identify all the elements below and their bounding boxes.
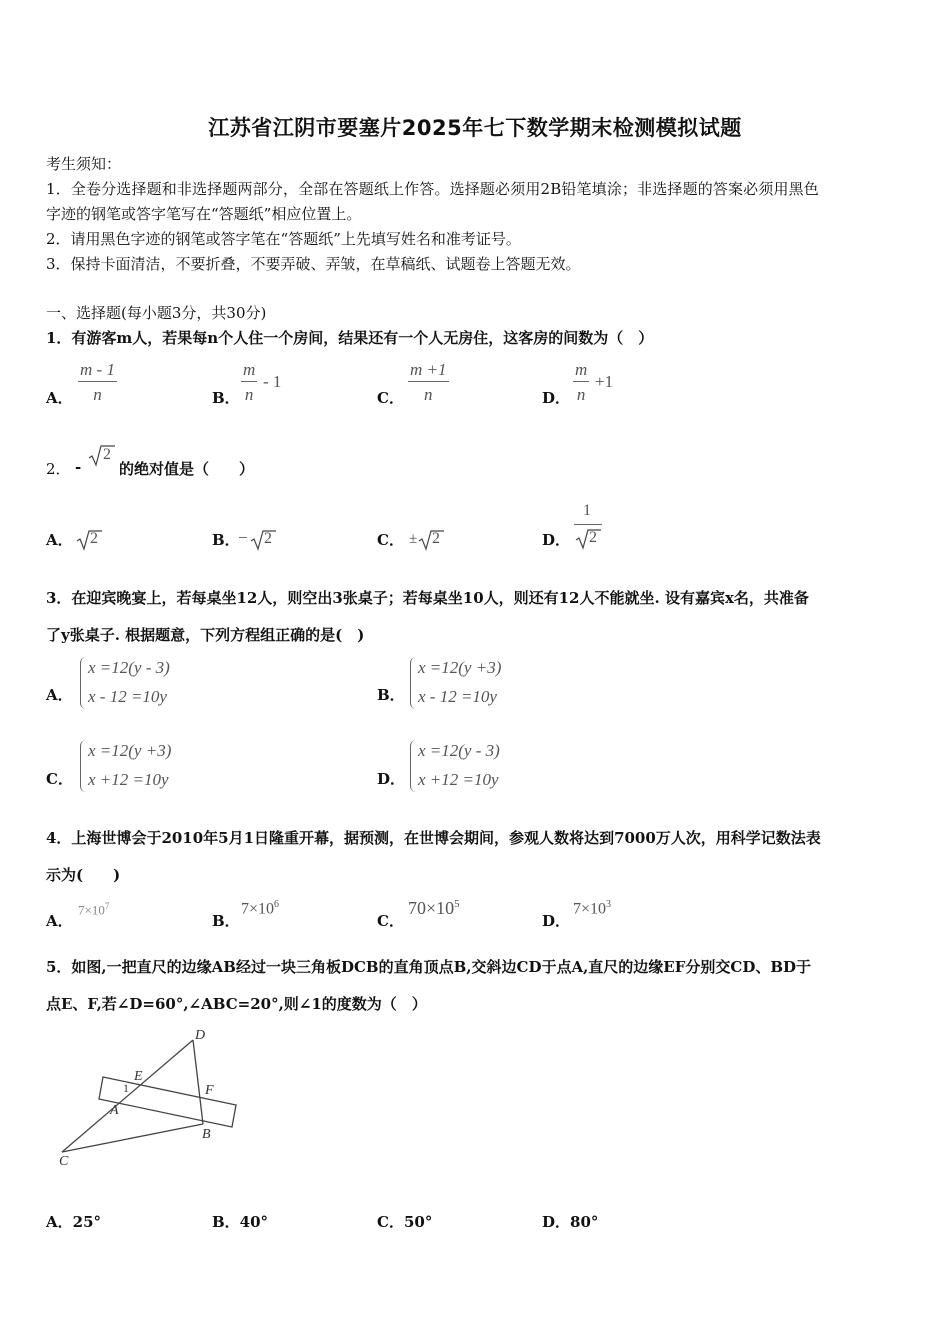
label-b: B bbox=[202, 1127, 211, 1142]
label-angle-1: 1 bbox=[123, 1081, 129, 1095]
q2-b-radicand: 2 bbox=[264, 530, 272, 547]
q4-d-exponent: 3 bbox=[606, 899, 612, 910]
section-heading: 一、选择题(每小题3分，共30分) bbox=[46, 304, 267, 322]
q1-option-a-fraction bbox=[78, 360, 117, 405]
q2-d-fraction-bar bbox=[574, 524, 602, 525]
q3-c-brace bbox=[80, 740, 86, 792]
q3-b-equation-2: x - 12 =10y bbox=[418, 687, 497, 706]
q2-option-d-label: D． bbox=[542, 531, 571, 549]
q3-a-equation-2: x - 12 =10y bbox=[88, 687, 167, 706]
q1-option-b-fraction bbox=[241, 360, 257, 405]
triangle-side-dc bbox=[62, 1040, 193, 1152]
q4-d-value bbox=[573, 899, 611, 918]
q4-b-value bbox=[241, 899, 279, 918]
q4-b-base: 7×10 bbox=[241, 900, 275, 918]
label-f: F bbox=[205, 1083, 214, 1098]
q2-c-radicand: 2 bbox=[432, 530, 440, 547]
q5-option-a: A．25° bbox=[46, 1213, 102, 1231]
q1-option-d-label: D． bbox=[542, 389, 571, 407]
q2-text: 的绝对值是（ ） bbox=[119, 460, 255, 478]
q4-a-value bbox=[78, 901, 109, 918]
q3-option-b-label: B． bbox=[377, 686, 405, 704]
q2-number: 2． bbox=[46, 460, 71, 478]
q4-c-value bbox=[408, 898, 460, 919]
q3-d-brace bbox=[410, 740, 416, 792]
q1-d-tail: +1 bbox=[595, 372, 614, 391]
q2-a-radicand: 2 bbox=[90, 530, 98, 547]
q2-radicand: 2 bbox=[103, 446, 111, 463]
label-d: D bbox=[195, 1028, 206, 1043]
q4-option-b-label: B． bbox=[212, 912, 240, 930]
q3-a-equation-1: x =12(y - 3) bbox=[88, 658, 170, 677]
q5-geometry-figure bbox=[50, 1020, 250, 1170]
q3-option-d-label: D． bbox=[377, 770, 406, 788]
q1-d-numerator: m bbox=[573, 360, 589, 382]
notice-item-1-line-1: 1．全卷分选择题和非选择题两部分，全部在答题纸上作答。选择题必须用2B铅笔填涂；非选择题的答案必须用黑色 bbox=[46, 180, 819, 198]
q1-d-denominator: n bbox=[576, 385, 586, 404]
q1-b-tail: - 1 bbox=[263, 372, 282, 391]
page-title: 江苏省江阴市要塞片2025年七下数学期末检测模拟试题 bbox=[208, 116, 742, 140]
q2-option-c-label: C． bbox=[377, 531, 404, 549]
q1-option-b-label: B． bbox=[212, 389, 240, 407]
q3-b-brace bbox=[410, 657, 416, 709]
q4-a-exponent: 7 bbox=[104, 901, 110, 911]
q1-b-denominator: n bbox=[244, 385, 254, 404]
q4-c-base: 70×10 bbox=[408, 898, 455, 918]
triangle-side-cb bbox=[62, 1124, 203, 1152]
question-3-line-2: 了y张桌子. 根据题意，下列方程组正确的是( ) bbox=[46, 626, 365, 644]
label-a: A bbox=[110, 1103, 119, 1118]
q1-a-numerator: m - 1 bbox=[78, 360, 117, 382]
q2-option-a-label: A． bbox=[46, 531, 73, 549]
question-5-line-2: 点E、F,若∠D=60°,∠ABC=20°,则∠1的度数为（ ） bbox=[46, 995, 427, 1013]
q1-c-numerator: m +1 bbox=[408, 360, 449, 382]
q2-option-b-label: B． bbox=[212, 531, 240, 549]
q2-b-sign: − bbox=[238, 528, 248, 547]
question-5-line-1: 5．如图,一把直尺的边缘AB经过一块三角板DCB的直角顶点B,交斜边CD于点A,直尺的边缘EF分别交CD、BD于 bbox=[46, 958, 812, 976]
q1-b-numerator: m bbox=[241, 360, 257, 382]
q1-option-c-label: C． bbox=[377, 389, 404, 407]
q3-option-a-label: A． bbox=[46, 686, 73, 704]
q4-a-base: 7×10 bbox=[78, 902, 105, 918]
question-3-line-1: 3．在迎宾晚宴上，若每桌坐12人，则空出3张桌子；若每桌坐10人，则还有12人不能就坐. 设有嘉宾x名，共准备 bbox=[46, 589, 809, 607]
q3-c-equation-1: x =12(y +3) bbox=[88, 741, 172, 760]
q1-a-denominator: n bbox=[93, 385, 102, 404]
q1-option-c-fraction bbox=[408, 360, 449, 405]
q5-option-b: B．40° bbox=[212, 1213, 269, 1231]
q2-d-radicand: 2 bbox=[589, 529, 597, 546]
question-1-text: 1．有游客m人，若果每n个人住一个房间，结果还有一个人无房住，这客房的间数为（ ） bbox=[46, 329, 654, 347]
q1-option-a-label: A． bbox=[46, 389, 73, 407]
q4-b-exponent: 6 bbox=[274, 899, 280, 910]
label-e: E bbox=[134, 1069, 143, 1084]
notice-item-3: 3．保持卡面清洁，不要折叠，不要弄破、弄皱，在草稿纸、试题卷上答题无效。 bbox=[46, 255, 581, 273]
question-4-line-1: 4．上海世博会于2010年5月1日隆重开幕，据预测，在世博会期间，参观人数将达到7000万人次，用科学记数法表 bbox=[46, 829, 821, 847]
triangle-side-db bbox=[193, 1040, 203, 1124]
q3-d-equation-2: x +12 =10y bbox=[418, 770, 499, 789]
notice-item-1-line-2: 字迹的钢笔或答字笔写在“答题纸”相应位置上。 bbox=[46, 205, 362, 223]
q3-option-c-label: C． bbox=[46, 770, 73, 788]
q4-d-base: 7×10 bbox=[573, 900, 607, 918]
notice-heading: 考生须知： bbox=[46, 155, 122, 173]
q1-option-d-fraction bbox=[573, 360, 589, 405]
q5-option-d: D．80° bbox=[542, 1213, 599, 1231]
q2-minus: - bbox=[75, 458, 82, 476]
label-c: C bbox=[59, 1154, 69, 1169]
question-4-line-2: 示为( ) bbox=[46, 866, 121, 884]
q1-c-denominator: n bbox=[424, 385, 433, 404]
q4-option-d-label: D． bbox=[542, 912, 571, 930]
q2-sqrt-sign bbox=[88, 444, 116, 468]
q4-c-exponent: 5 bbox=[454, 898, 460, 910]
q3-c-equation-2: x +12 =10y bbox=[88, 770, 169, 789]
q4-option-a-label: A． bbox=[46, 912, 73, 930]
q4-option-c-label: C． bbox=[377, 912, 404, 930]
q3-d-equation-1: x =12(y - 3) bbox=[418, 741, 500, 760]
notice-item-2: 2．请用黑色字迹的钢笔或答字笔在“答题纸”上先填写姓名和准考证号。 bbox=[46, 230, 521, 248]
q2-c-sign: ± bbox=[409, 531, 418, 547]
q3-a-brace bbox=[80, 657, 86, 709]
q2-d-numerator: 1 bbox=[583, 502, 591, 519]
q5-option-c: C．50° bbox=[377, 1213, 433, 1231]
q3-b-equation-1: x =12(y +3) bbox=[418, 658, 502, 677]
